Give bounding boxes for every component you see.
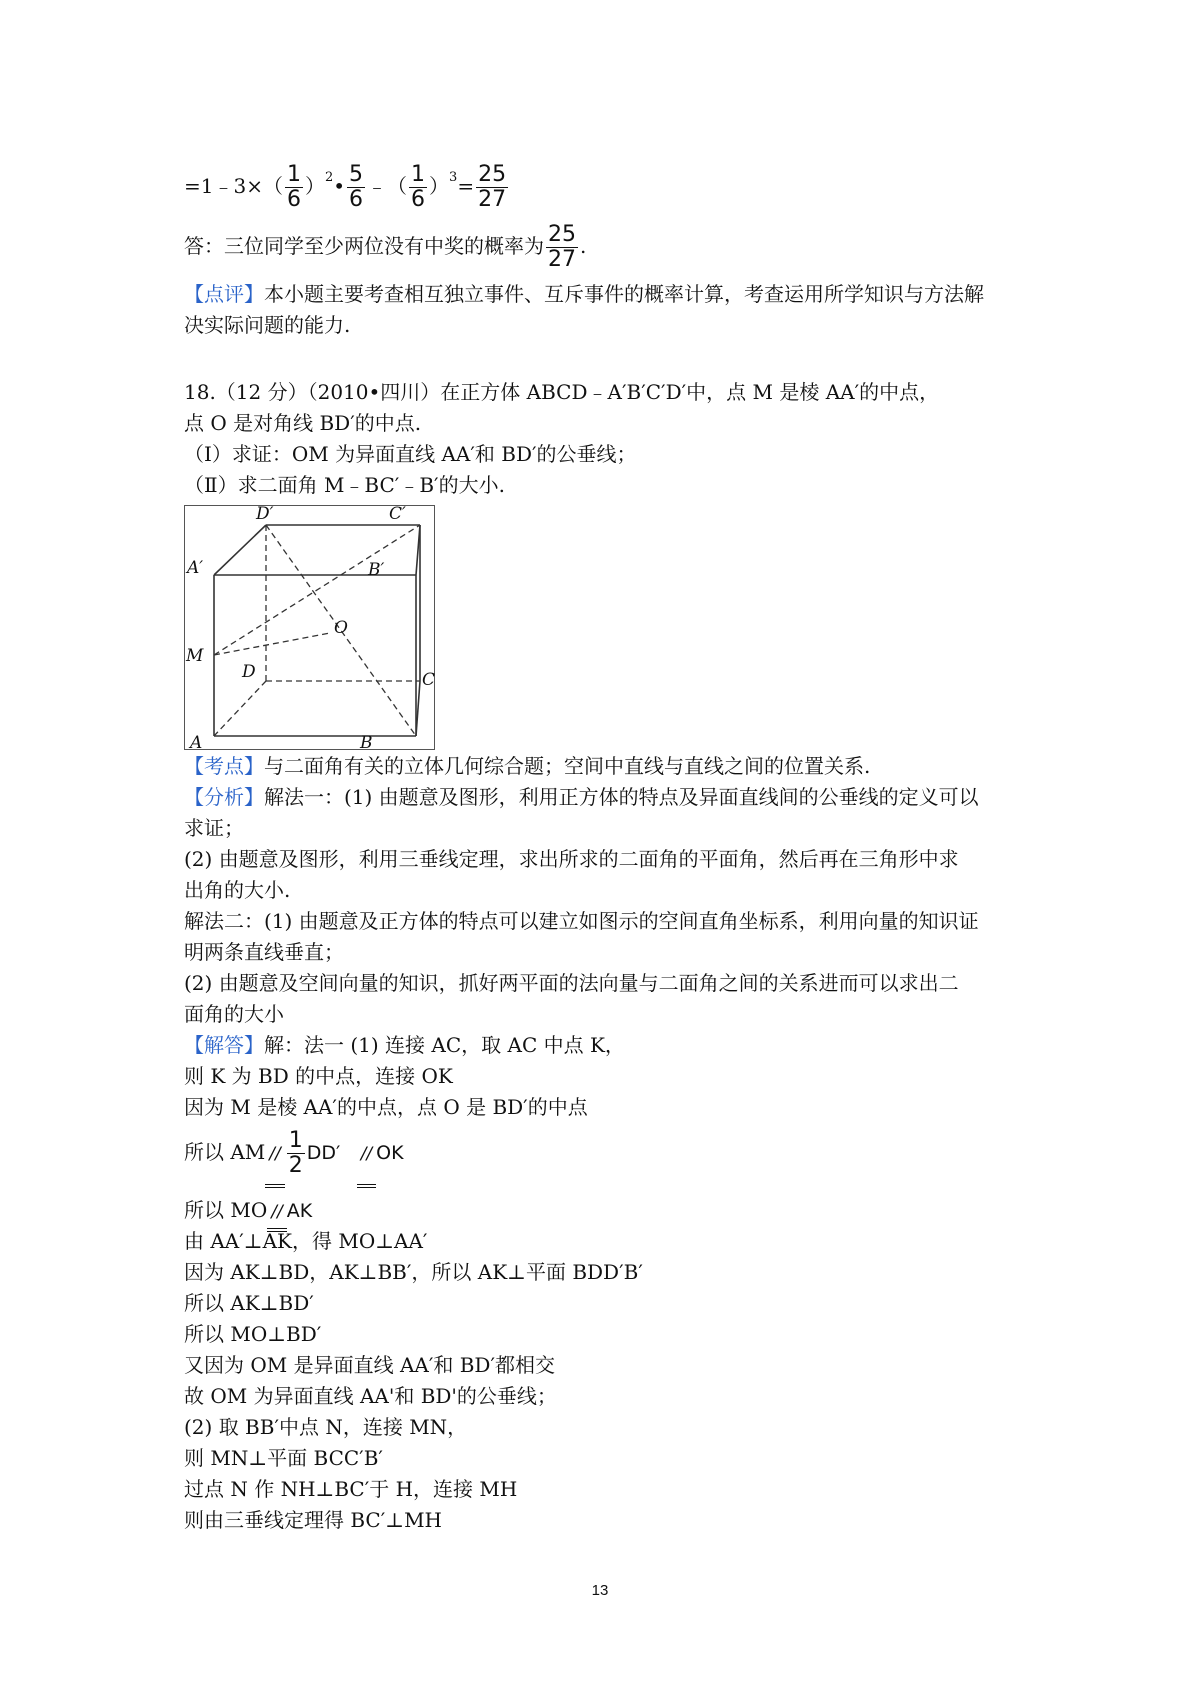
q18-text: 点 O 是对角线 BD′的中点. [184,411,422,435]
jieda-text: 由 AA′⊥AK，得 MO⊥AA′ [184,1229,428,1253]
parallel-equal-symbol: // [357,1126,376,1182]
label-B: B [360,733,373,751]
jieda-text: DD′ [306,1142,341,1164]
q18-text: 18.（12 分）（2010•四川）在正方体 ABCD﹣A′B′C′D′中，点 M 是棱 AA′的中点， [184,380,940,404]
calc-dot: • [333,174,346,198]
fraction [476,163,508,212]
fraction-den: 6 [286,187,301,212]
kaodian-line [184,752,870,780]
fenxi-text: (2) 由题意及图形，利用三垂线定理，求出所求的二面角的平面角，然后再在三角形中求 [184,847,959,871]
jieda-line-15 [184,1506,442,1534]
jieda-line-10 [184,1351,555,1379]
review-tag: 【点评】 [184,282,264,306]
edge-DA [214,681,266,736]
fenxi-line-7 [184,969,959,997]
label-O: O [334,618,348,638]
answer-end: . [580,234,587,258]
fenxi-text: 面角的大小 [184,1002,284,1026]
jieda-text: 则由三垂线定理得 BC′⊥MH [184,1508,442,1532]
calc-paren: ） [429,174,450,198]
fenxi-text: 解法一：(1) 由题意及图形，利用正方体的特点及异面直线间的公垂线的定义可以 [264,785,979,809]
calc-minus: ﹣（ [367,174,408,198]
fraction-num: 1 [286,162,301,187]
q18-line-2 [184,409,421,437]
jieda-text: 因为 AK⊥BD，AK⊥BB′，所以 AK⊥平面 BDD′B′ [184,1260,643,1284]
jieda-line-13 [184,1444,383,1472]
fenxi-line-4 [184,876,290,904]
fenxi-tag: 【分析】 [184,785,264,809]
jieda-text: 过点 N 作 NH⊥BC′于 H，连接 MH [184,1477,518,1501]
fenxi-line-6 [184,938,344,966]
parallel-equal-symbol: // [265,1126,284,1182]
q18-part-1 [184,440,637,468]
q18-line-1 [184,378,939,406]
jieda-line-6 [184,1227,427,1255]
fraction-num: 5 [349,162,364,187]
fraction-num: 25 [548,222,576,247]
jieda-line-5 [184,1196,312,1226]
jieda-text: (2) 取 BB′中点 N，连接 MN， [184,1415,468,1439]
jieda-tag: 【解答】 [184,1033,264,1057]
calc-eq: = [457,174,475,198]
q18-text: （Ⅱ）求二面角 M﹣BC′﹣B′的大小. [184,473,505,497]
parallel-equal-symbol: // [267,1198,286,1226]
fenxi-line-1 [184,783,979,811]
exponent: 2 [324,170,334,185]
fraction-den: 2 [288,1153,303,1178]
fenxi-line-3 [184,845,959,873]
fraction-num: 1 [288,1128,303,1153]
jieda-text: 所以 MO⊥BD′ [184,1322,322,1346]
label-Ap: A′ [187,558,204,578]
jieda-line-11 [184,1382,557,1410]
fenxi-text: 明两条直线垂直； [184,940,344,964]
fenxi-line-5 [184,907,979,935]
jieda-line-8 [184,1289,314,1317]
jieda-line-7 [184,1258,643,1286]
review-line-2 [184,311,350,339]
fraction-den: 27 [478,187,507,212]
fraction [347,163,365,212]
review-line-1 [184,280,984,308]
jieda-text: 因为 M 是棱 AA′的中点，点 O 是 BD′的中点 [184,1095,588,1119]
jieda-line-14 [184,1475,517,1503]
label-C: C [422,670,436,690]
label-Cp: C′ [389,505,406,524]
edge-ApDp [214,525,266,575]
jieda-line-3 [184,1093,588,1121]
answer-line [184,218,586,274]
review-text: 决实际问题的能力. [184,313,351,337]
jieda-text: 故 OM 为异面直线 AA'和 BD'的公垂线； [184,1384,557,1408]
jieda-text: 则 K 为 BD 的中点，连接 OK [184,1064,453,1088]
label-A: A [190,733,203,751]
fenxi-text: 求证； [184,816,244,840]
fraction-num: 25 [478,162,507,187]
calc-paren: ） [304,174,325,198]
answer-text: 答：三位同学至少两位没有中奖的概率为 [184,234,544,258]
label-Dp: D′ [256,505,274,524]
fraction-den: 6 [411,187,426,212]
q18-part-2 [184,471,505,499]
fenxi-line-8 [184,1000,284,1028]
cube-figure [184,505,454,751]
page-number: 13 [591,1582,609,1599]
jieda-line-12 [184,1413,467,1441]
fraction [409,163,427,212]
fraction [287,1129,305,1178]
jieda-text: AK [286,1200,313,1222]
label-M: M [186,646,204,666]
jieda-text: 则 MN⊥平面 BCC′B′ [184,1446,383,1470]
fraction-den: 27 [548,247,576,272]
kaodian-text: 与二面角有关的立体几何综合题；空间中直线与直线之间的位置关系. [264,754,871,778]
kaodian-tag: 【考点】 [184,754,264,778]
fraction-num: 1 [411,162,426,187]
jieda-text: 又因为 OM 是异面直线 AA′和 BD′都相交 [184,1353,556,1377]
label-D: D [242,662,256,682]
q18-text: （Ⅰ）求证：OM 为异面直线 AA′和 BD′的公垂线； [184,442,637,466]
jieda-text: OK [376,1142,404,1164]
fraction [285,163,303,212]
calc-line [184,150,510,214]
review-text: 本小题主要考查相互独立事件、互斥事件的概率计算，考查运用所学知识与方法解 [264,282,984,306]
jieda-line-9 [184,1320,321,1348]
jieda-text: 所以 AM [184,1140,266,1164]
fenxi-line-2 [184,814,244,842]
jieda-text: 所以 MO [184,1198,268,1222]
fraction [546,223,578,272]
fenxi-text: 解法二：(1) 由题意及正方体的特点可以建立如图示的空间直角坐标系，利用向量的知识证 [184,909,979,933]
label-Bp: B′ [368,560,385,580]
fenxi-text: (2) 由题意及空间向量的知识，抓好两平面的法向量与二面角之间的关系进而可以求出二 [184,971,959,995]
jieda-line-4 [184,1124,404,1182]
fenxi-text: 出角的大小. [184,878,291,902]
fraction-den: 6 [349,187,364,212]
exponent: 3 [449,170,458,185]
jieda-line-2 [184,1062,453,1090]
jieda-text: 解：法一 (1) 连接 AC，取 AC 中点 K， [264,1033,625,1057]
jieda-line-1 [184,1031,625,1059]
figure-frame [185,506,435,750]
calc-prefix: =1﹣3×（ [184,174,283,198]
jieda-text: 所以 AK⊥BD′ [184,1291,314,1315]
